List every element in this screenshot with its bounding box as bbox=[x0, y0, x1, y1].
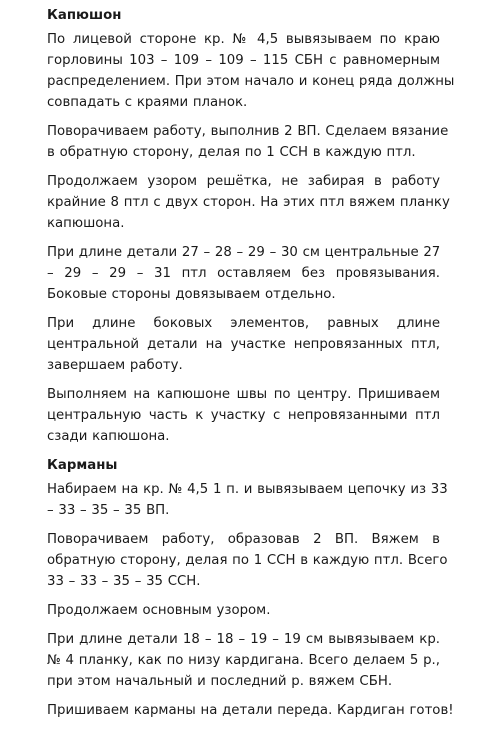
paragraph-line: Поворачиваем работу, образовав 2 ВП. Вяжем в bbox=[47, 532, 440, 547]
paragraph bbox=[47, 242, 440, 305]
paragraph-line: Продолжаем узором решётка, не забирая в работу bbox=[47, 174, 440, 189]
paragraph-line: Выполняем на капюшоне швы по центру. Пришиваем bbox=[47, 387, 440, 402]
paragraph bbox=[47, 313, 440, 376]
document-body bbox=[47, 5, 455, 721]
section-heading: Карманы bbox=[47, 458, 118, 473]
paragraph-line: – 33 – 35 – 35 ВП. bbox=[47, 503, 170, 518]
paragraph bbox=[47, 171, 450, 234]
paragraph-line: При длине боковых элементов, равных длине bbox=[47, 316, 440, 331]
paragraph-line: центральную часть к участку с непровязанными птл bbox=[47, 408, 440, 423]
document-page bbox=[47, 0, 455, 729]
paragraph bbox=[47, 629, 440, 692]
paragraph-line: горловины 103 – 109 – 109 – 115 СБН с равномерным bbox=[47, 53, 440, 68]
paragraph-line: Боковые стороны довязываем отдельно. bbox=[47, 287, 336, 302]
paragraph-line: Продолжаем основным узором. bbox=[47, 603, 271, 618]
paragraph-line: в обратную сторону, делая по 1 ССН в каждую птл. bbox=[47, 145, 416, 160]
paragraph-line: Пришиваем карманы на детали переда. Кардиган готов! bbox=[47, 703, 454, 718]
paragraph-line: совпадать с краями планок. bbox=[47, 95, 248, 110]
paragraph-line: крайние 8 птл с двух сторон. На этих птл вяжем планку bbox=[47, 195, 450, 210]
paragraph bbox=[47, 700, 454, 721]
paragraph-line: завершаем работу. bbox=[47, 358, 183, 373]
paragraph bbox=[47, 384, 440, 447]
section-heading: Капюшон bbox=[47, 8, 122, 23]
paragraph-line: Набираем на кр. № 4,5 1 п. и вывязываем цепочку из 33 bbox=[47, 482, 448, 497]
paragraph-line: обратную сторону, делая по 1 ССН в каждую птл. Всего bbox=[47, 553, 448, 568]
paragraph-line: – 29 – 29 – 31 птл оставляем без провязывания. bbox=[47, 266, 440, 281]
paragraph-line: распределением. При этом начало и конец ряда должны bbox=[47, 74, 455, 89]
paragraph-line: сзади капюшона. bbox=[47, 429, 170, 444]
paragraph-line: При длине детали 18 – 18 – 19 – 19 см вывязываем кр. bbox=[47, 632, 440, 647]
paragraph bbox=[47, 600, 440, 621]
paragraph-line: При длине детали 27 – 28 – 29 – 30 см центральные 27 bbox=[47, 245, 441, 260]
paragraph-line: капюшона. bbox=[47, 216, 125, 231]
paragraph bbox=[47, 529, 448, 592]
paragraph-line: при этом начальный и последний р. вяжем СБН. bbox=[47, 674, 393, 689]
paragraph-line: № 4 планку, как по низу кардигана. Всего делаем 5 р., bbox=[47, 653, 441, 668]
paragraph-line: По лицевой стороне кр. № 4,5 вывязываем по краю bbox=[47, 32, 440, 47]
paragraph-line: центральной детали на участке непровязанных птл, bbox=[47, 337, 440, 352]
paragraph-line: 33 – 33 – 35 – 35 ССН. bbox=[47, 574, 201, 589]
paragraph bbox=[47, 121, 449, 163]
paragraph bbox=[47, 29, 455, 113]
paragraph-line: Поворачиваем работу, выполнив 2 ВП. Сделаем вязание bbox=[47, 124, 449, 139]
paragraph bbox=[47, 479, 448, 521]
